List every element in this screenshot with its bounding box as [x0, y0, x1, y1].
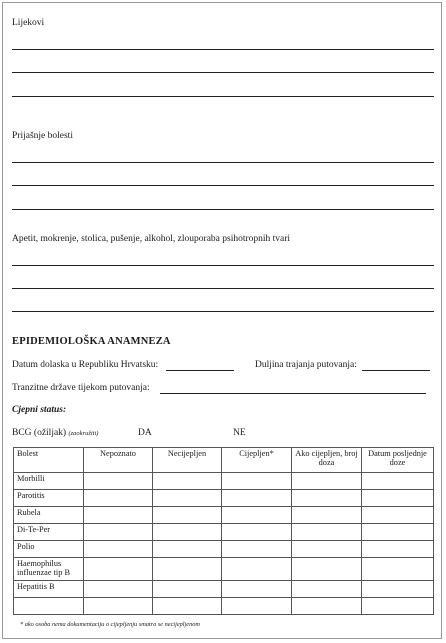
- answer-line[interactable]: [12, 72, 434, 73]
- answer-line[interactable]: [12, 288, 434, 289]
- col-header-nepoznato: Nepoznato: [84, 448, 153, 473]
- cell[interactable]: [292, 490, 362, 507]
- arrival-date-field[interactable]: [166, 370, 234, 371]
- table-row: [14, 581, 434, 598]
- bcg-option-da[interactable]: DA: [138, 428, 152, 438]
- table-row: [14, 541, 434, 558]
- cell[interactable]: [292, 541, 362, 558]
- cell[interactable]: [222, 490, 292, 507]
- section-label-lijekovi: Lijekovi: [12, 18, 45, 28]
- table-row: [14, 598, 434, 615]
- disease-name: Polio: [14, 541, 84, 558]
- cell[interactable]: [362, 507, 434, 524]
- col-header-bolest: Bolest: [14, 448, 84, 473]
- cell[interactable]: [84, 558, 153, 581]
- cell[interactable]: [84, 473, 153, 490]
- cell[interactable]: [292, 473, 362, 490]
- cell[interactable]: [153, 490, 222, 507]
- cell[interactable]: [222, 507, 292, 524]
- cell[interactable]: [84, 598, 153, 615]
- answer-line[interactable]: [12, 49, 434, 50]
- cell[interactable]: [84, 507, 153, 524]
- answer-line[interactable]: [12, 185, 434, 186]
- arrival-date-label: Datum dolaska u Republiku Hrvatsku:: [12, 360, 159, 370]
- vaccination-status-label: Cjepni status:: [12, 405, 67, 415]
- cell[interactable]: [153, 558, 222, 581]
- disease-name: Haemophilus influenzae tip B: [14, 558, 84, 581]
- disease-name: Morbilli: [14, 473, 84, 490]
- cell[interactable]: [222, 558, 292, 581]
- cell[interactable]: [362, 558, 434, 581]
- table-row: [14, 558, 434, 581]
- cell[interactable]: [222, 598, 292, 615]
- answer-line[interactable]: [12, 209, 434, 210]
- cell[interactable]: [362, 490, 434, 507]
- bcg-option-ne[interactable]: NE: [233, 428, 246, 438]
- disease-name: Di-Te-Per: [14, 524, 84, 541]
- cell[interactable]: [292, 581, 362, 598]
- answer-line[interactable]: [12, 162, 434, 163]
- section-label-apetit: Apetit, mokrenje, stolica, pušenje, alkohol, zlouporaba psihotropnih tvari: [12, 234, 291, 244]
- cell[interactable]: [362, 524, 434, 541]
- cell[interactable]: [222, 541, 292, 558]
- table-header-row: [14, 448, 434, 473]
- trip-duration-field[interactable]: [362, 370, 430, 371]
- cell[interactable]: [222, 581, 292, 598]
- cell[interactable]: [222, 473, 292, 490]
- table-row: [14, 473, 434, 490]
- answer-line[interactable]: [12, 311, 434, 312]
- epi-heading: EPIDEMIOLOŠKA ANAMNEZA: [12, 336, 171, 347]
- cell[interactable]: [362, 541, 434, 558]
- cell[interactable]: [84, 581, 153, 598]
- footnote: * ako osoba nema dokumentaciju o cijepljenju smatra se necijepljenom: [20, 621, 200, 628]
- cell[interactable]: [153, 598, 222, 615]
- answer-line[interactable]: [12, 265, 434, 266]
- col-header-necijepljen: Necijepljen: [153, 448, 222, 473]
- col-header-cijepljen: Cijepljen*: [222, 448, 292, 473]
- disease-name[interactable]: [14, 598, 84, 615]
- bcg-label: BCG (ožiljak) (zaokružiti): [12, 428, 99, 438]
- transit-countries-label: Tranzitne države tijekom putovanja:: [12, 383, 150, 393]
- trip-duration-label: Duljina trajanja putovanja:: [255, 360, 357, 370]
- bcg-note: (zaokružiti): [68, 430, 99, 437]
- cell[interactable]: [362, 581, 434, 598]
- table-row: [14, 490, 434, 507]
- table-row: [14, 507, 434, 524]
- transit-countries-field[interactable]: [160, 393, 426, 394]
- cell[interactable]: [153, 541, 222, 558]
- cell[interactable]: [362, 473, 434, 490]
- cell[interactable]: [84, 541, 153, 558]
- disease-name: Hepatitis B: [14, 581, 84, 598]
- cell[interactable]: [292, 507, 362, 524]
- vaccination-table: [13, 447, 434, 615]
- cell[interactable]: [292, 558, 362, 581]
- cell[interactable]: [153, 473, 222, 490]
- cell[interactable]: [153, 524, 222, 541]
- cell[interactable]: [84, 490, 153, 507]
- cell[interactable]: [84, 524, 153, 541]
- cell[interactable]: [222, 524, 292, 541]
- disease-name: Parotitis: [14, 490, 84, 507]
- col-header-datum: Datum posljednje doze: [362, 448, 434, 473]
- cell[interactable]: [292, 524, 362, 541]
- section-label-prijasnje-bolesti: Prijašnje bolesti: [12, 131, 73, 141]
- disease-name: Rubela: [14, 507, 84, 524]
- table-row: [14, 524, 434, 541]
- cell[interactable]: [153, 581, 222, 598]
- answer-line[interactable]: [12, 96, 434, 97]
- cell[interactable]: [292, 598, 362, 615]
- col-header-broj-doza: Ako cijepljen, broj doza: [292, 448, 362, 473]
- cell[interactable]: [153, 507, 222, 524]
- cell[interactable]: [362, 598, 434, 615]
